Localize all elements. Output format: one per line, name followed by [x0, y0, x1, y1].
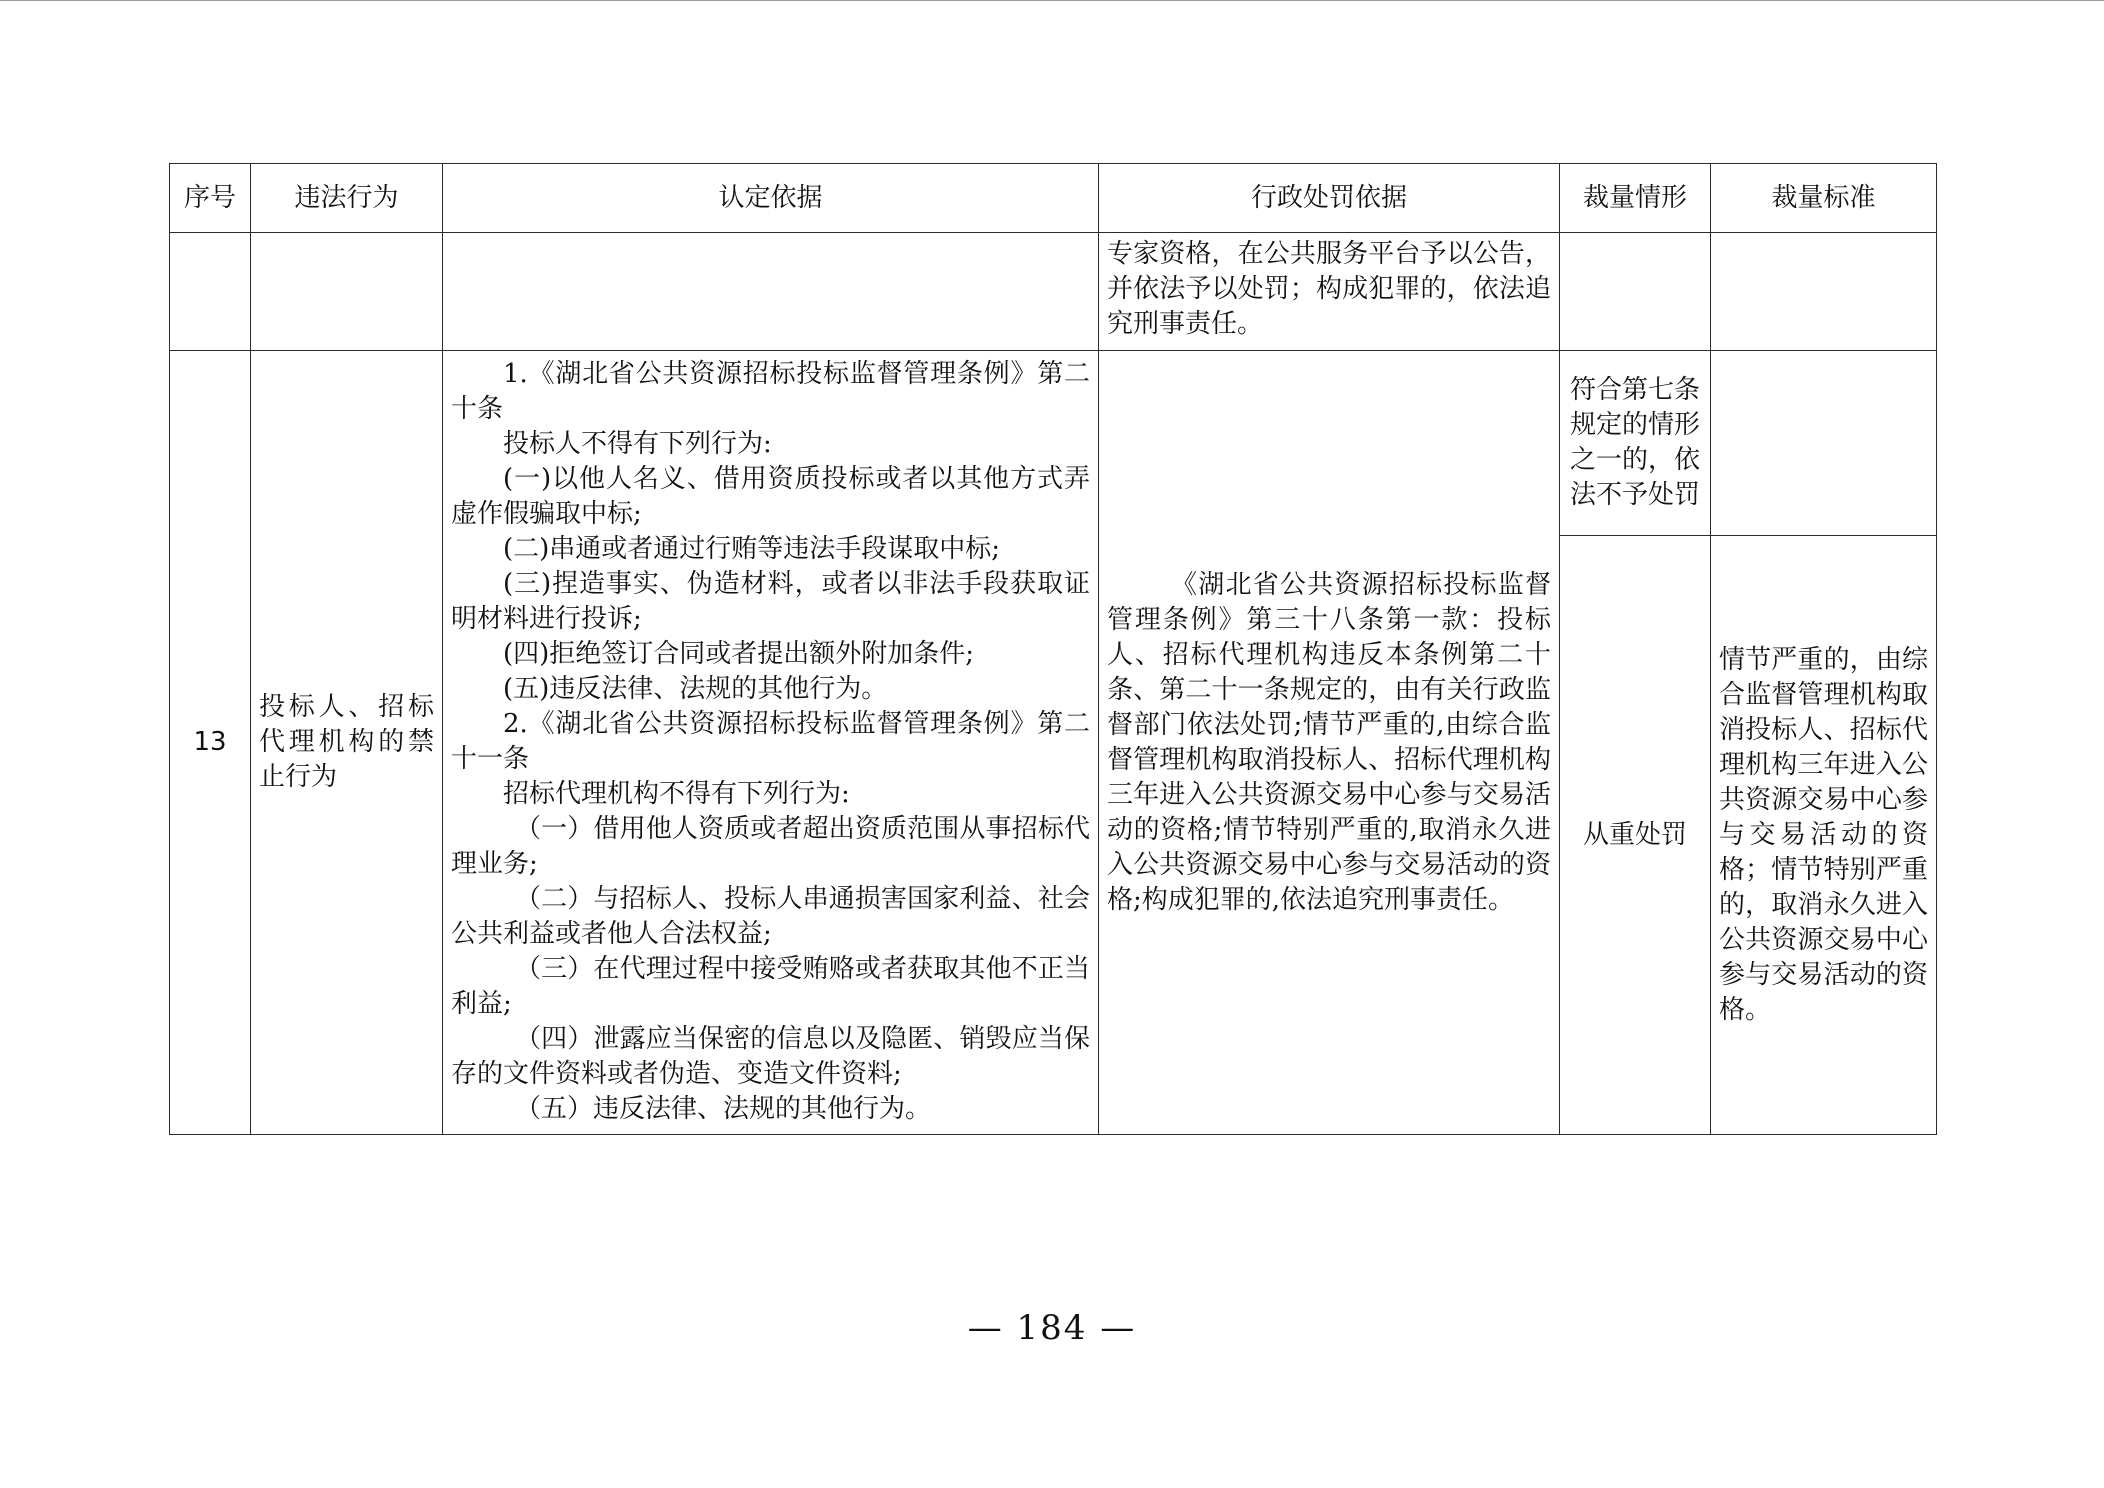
header-punishment-basis: 行政处罚依据 — [1099, 164, 1560, 233]
basis-line: 投标人不得有下列行为: — [503, 429, 772, 459]
page-number: — 184 — — [967, 1308, 1137, 1348]
cont-standard-cell — [1711, 233, 1937, 351]
basis-line: (三)捏造事实、伪造材料，或者以非法手段获取证明材料进行投诉; — [451, 569, 1090, 634]
basis-line: （一）借用他人资质或者超出资质范围从事招标代理业务; — [451, 814, 1090, 879]
cont-violation-cell — [251, 233, 443, 351]
table-row — [170, 351, 1937, 536]
cont-punishment-basis-cell: 专家资格，在公共服务平台予以公告，并依法予以处罚；构成犯罪的，依法追究刑事责任。 — [1099, 233, 1560, 351]
header-violation: 违法行为 — [251, 164, 443, 233]
header-seq: 序号 — [170, 164, 251, 233]
header-discretion-standard: 裁量标准 — [1711, 164, 1937, 233]
basis-line: （三）在代理过程中接受贿赂或者获取其他不正当利益; — [451, 954, 1090, 1019]
discretion-standard-cell: 情节严重的，由综合监督管理机构取消投标人、招标代理机构三年进入公共资源交易中心参与交易活动的资格；情节特别严重的，取消永久进入公共资源交易中心参与交易活动的资格。 — [1711, 536, 1937, 1135]
row-seq-cell: 13 — [170, 351, 251, 1135]
basis-line: (二)串通或者通过行贿等违法手段谋取中标; — [503, 534, 1001, 564]
discretion-standard-cell — [1711, 351, 1937, 536]
continuation-row — [170, 233, 1937, 351]
penalty-table — [169, 163, 1937, 1135]
punishment-basis-cell — [1099, 351, 1560, 1135]
cont-basis-cell — [443, 233, 1099, 351]
cont-seq-cell — [170, 233, 251, 351]
basis-line: （四）泄露应当保密的信息以及隐匿、销毁应当保存的文件资料或者伪造、变造文件资料; — [451, 1024, 1090, 1089]
header-basis: 认定依据 — [443, 164, 1099, 233]
basis-line: (四)拒绝签订合同或者提出额外附加条件; — [503, 639, 975, 669]
basis-line: 招标代理机构不得有下列行为: — [503, 779, 850, 809]
basis-line: 1.《湖北省公共资源招标投标监督管理条例》第二十条 — [451, 359, 1090, 424]
discretion-case-cell: 符合第七条规定的情形之一的，依法不予处罚 — [1560, 351, 1711, 536]
table-header-row — [170, 164, 1937, 233]
cont-case-cell — [1560, 233, 1711, 351]
basis-line: (五)违反法律、法规的其他行为。 — [503, 674, 888, 704]
header-discretion-case: 裁量情形 — [1560, 164, 1711, 233]
basis-cell — [443, 351, 1099, 1135]
basis-line: (一)以他人名义、借用资质投标或者以其他方式弄虚作假骗取中标; — [451, 464, 1090, 529]
discretion-case-cell: 从重处罚 — [1560, 536, 1711, 1135]
basis-line: （二）与招标人、投标人串通损害国家利益、社会公共利益或者他人合法权益; — [451, 884, 1090, 949]
basis-line: （五）违反法律、法规的其他行为。 — [515, 1094, 932, 1124]
basis-line: 2.《湖北省公共资源招标投标监督管理条例》第二十一条 — [451, 709, 1090, 774]
violation-cell: 投标人、招标代理机构的禁止行为 — [251, 351, 443, 1135]
punishment-basis-text: 《湖北省公共资源招标投标监督管理条例》第三十八条第一款：投标人、招标代理机构违反本条例第二十条、第二十一条规定的，由有关行政监督部门依法处罚;情节严重的,由综合监督管理机构取消投标人、招标代理机构三年进入公共资源交易中心参与交易活动的资格;情节特别严重的,取消永久进入公共资源交易中心参与交易活动的资格;构成犯罪的,依法追究刑事责任。 — [1107, 569, 1551, 915]
